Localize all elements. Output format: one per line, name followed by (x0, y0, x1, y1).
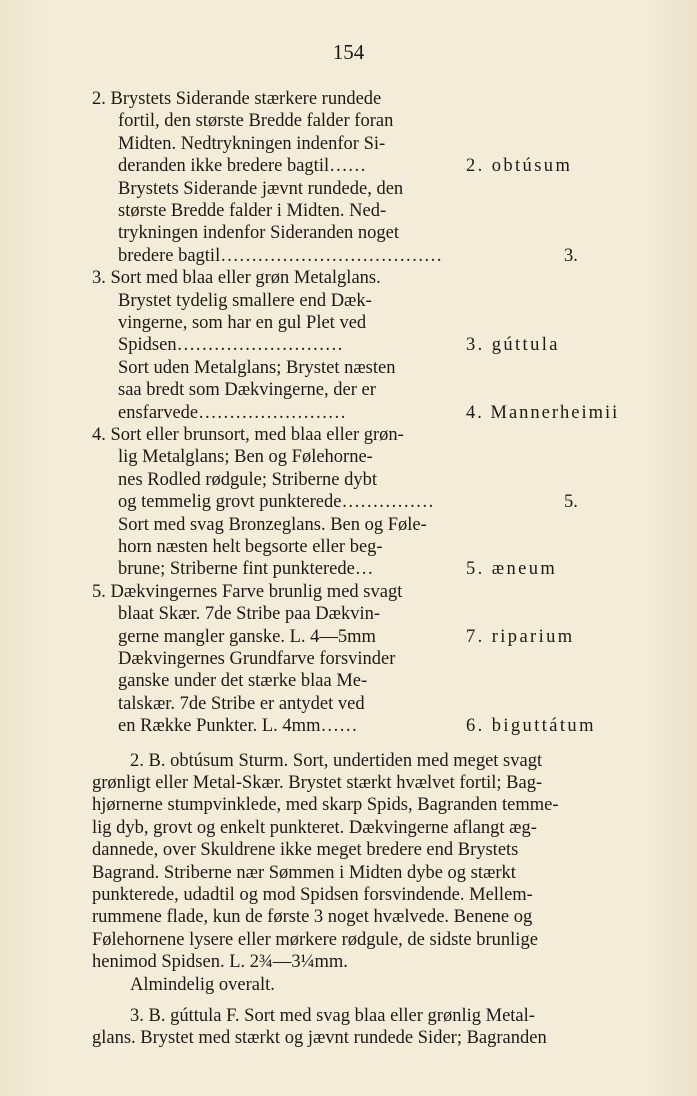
key-result: 7. riparium (466, 626, 575, 647)
key-result: 5. (564, 492, 578, 513)
paragraph-line: dannede, over Skuldrene ikke meget bredere end Brystets (92, 840, 519, 861)
key-line: gerne mangler ganske. L. 4—5mm (118, 626, 376, 647)
key-line: ensfarvede…………………… (118, 402, 347, 423)
key-line: bredere bagtil……………………………… (118, 245, 443, 266)
key-line: Sort med svag Bronzeglans. Ben og Føle- (118, 514, 427, 535)
key-result: 5. æneum (466, 559, 558, 580)
paragraph-line: rummene flade, kun de første 3 noget hvælvede. Benene og (92, 907, 533, 928)
key-line: horn næsten helt begsorte eller beg- (118, 537, 383, 557)
paragraph-line: Følehornene lysere eller mørkere rødgule, de sidste brunlige (92, 929, 538, 950)
key-line: 4. Sort eller brunsort, med blaa eller grøn- (92, 425, 404, 445)
key-line: Spidsen……………………… (118, 335, 344, 356)
key-result: 2. obtúsum (466, 156, 573, 177)
key-line: ganske under det stærke blaa Me- (118, 671, 368, 692)
page-number: 154 (332, 40, 365, 64)
paragraph-line: 2. B. obtúsum Sturm. Sort, undertiden med meget svagt (130, 750, 543, 771)
key-line: talskær. 7de Stribe er antydet ved (118, 693, 365, 714)
paragraph-line: hjørnerne stumpvinklede, med skarp Spids, Bagranden temme- (92, 795, 559, 816)
key-line: en Række Punkter. L. 4mm…… (118, 716, 358, 737)
key-line: nes Rodled rødgule; Striberne dybt (118, 469, 377, 490)
key-line: vingerne, som har en gul Plet ved (118, 313, 367, 333)
key-line: deranden ikke bredere bagtil…… (118, 156, 367, 177)
key-line: blaat Skær. 7de Stribe paa Dækvin- (118, 604, 381, 625)
paragraph-line: Bagrand. Striberne nær Sømmen i Midten dybe og stærkt (92, 862, 516, 883)
key-line: Brystets Siderande jævnt rundede, den (118, 178, 404, 199)
key-line: 2. Brystets Siderande stærkere rundede (92, 89, 382, 109)
key-line: 3. Sort med blaa eller grøn Metalglans. (92, 268, 381, 289)
key-line: lig Metalglans; Ben og Følehorne- (118, 447, 373, 468)
paragraph-line: Almindelig overalt. (130, 974, 275, 995)
paragraph-line: lig dyb, grovt og enkelt punkteret. Dækvingerne aflangt æg- (92, 817, 537, 838)
key-line: Midten. Nedtrykningen indenfor Si- (118, 133, 386, 154)
key-result: 3. gúttula (466, 335, 560, 356)
key-line: Sort uden Metalglans; Brystet næsten (118, 357, 396, 378)
key-result: 3. (564, 245, 578, 266)
key-line: brune; Striberne fint punkterede… (118, 559, 374, 580)
key-line: Dækvingernes Grundfarve forsvinder (118, 649, 396, 669)
paragraph-line: punkterede, udadtil og mod Spidsen forsvindende. Mellem- (92, 885, 533, 905)
paragraph-line: 3. B. gúttula F. Sort med svag blaa eller grønlig Metal- (130, 1005, 535, 1026)
paragraph-line: henimod Spidsen. L. 2¾—3¼mm. (92, 952, 348, 973)
key-line: saa bredt som Dækvingerne, der er (118, 380, 376, 401)
key-result: 6. biguttátum (466, 716, 596, 737)
key-line: Brystet tydelig smallere end Dæk- (118, 290, 372, 311)
paragraph-line: glans. Brystet med stærkt og jævnt rundede Sider; Bagranden (92, 1028, 547, 1049)
key-line: og temmelig grovt punkterede…………… (118, 492, 434, 513)
key-line: 5. Dækvingernes Farve brunlig med svagt (92, 581, 403, 602)
key-result: 4. Mannerheimii (466, 402, 620, 423)
key-line: største Bredde falder i Midten. Ned- (118, 201, 387, 221)
paragraph-line: grønligt eller Metal-Skær. Brystet stærkt hvælvet fortil; Bag- (92, 773, 543, 793)
key-line: trykningen indenfor Sideranden noget (118, 223, 400, 244)
key-line: fortil, den største Bredde falder foran (118, 111, 394, 132)
